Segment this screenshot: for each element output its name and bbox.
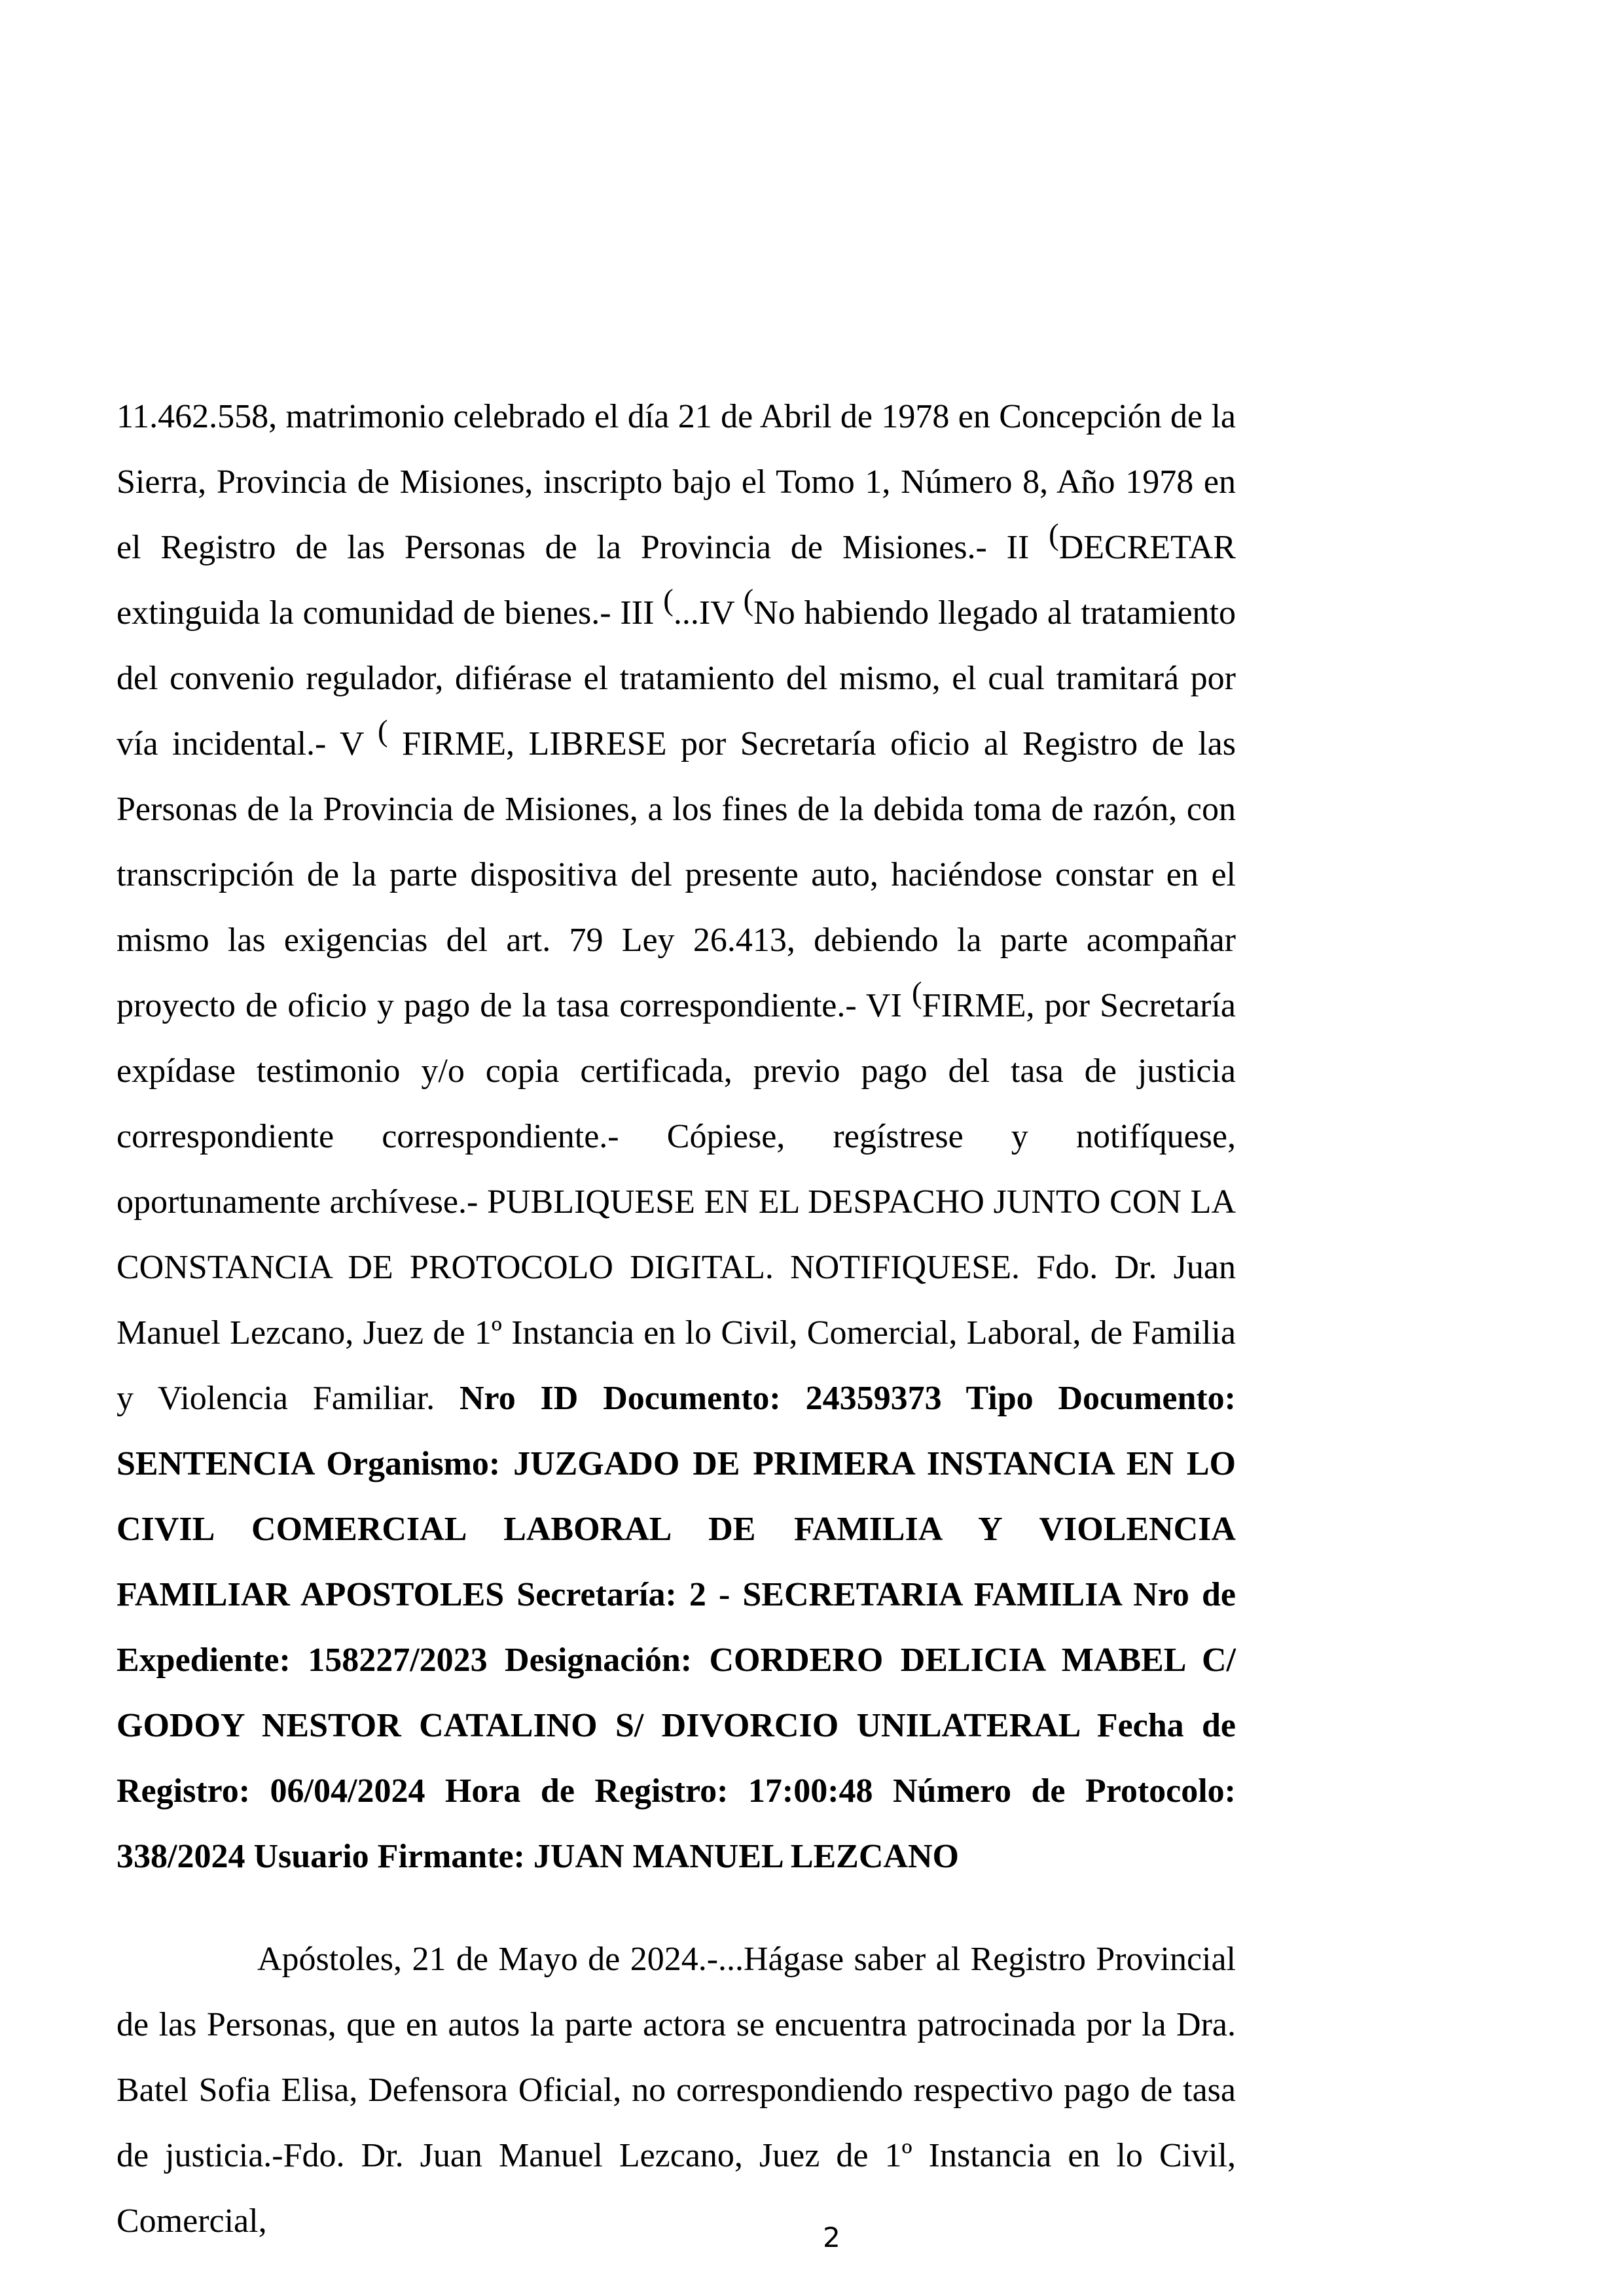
- superscript-parenthesis: (: [911, 975, 922, 1010]
- text-segment: FIRME, por Secretaría expídase testimonio y/o copia certificada, previo pago del tasa de justicia correspondiente correspondiente.- Cópiese, regístrese y notifíquese, oportunamente archívese.- PUBLIQUESE EN EL DESPACHO JUNTO CON LA CONSTANCIA DE PROTOCOLO DIGITAL. NOTIFIQUESE. Fdo. Dr. Juan Manuel Lezcano, Juez de 1º Instancia en lo Civil, Comercial, Laboral, de Familia y Violencia Familiar.: [117, 987, 1236, 1417]
- text-segment: No habiendo llegado al tratamiento del convenio regulador, difiérase el tratamiento del mismo, el cual tramitará por vía incidental.- V: [117, 594, 1236, 762]
- superscript-parenthesis: (: [663, 583, 674, 617]
- resolution-paragraph: [117, 384, 1236, 1890]
- notification-paragraph: Apóstoles, 21 de Mayo de 2024.-...Hágase saber al Registro Provincial de las Personas, que en autos la parte actora se encuentra patrocinada por la Dra. Batel Sofia Elisa, Defensora Oficial, no correspondiendo respectivo pago de tasa de justicia.-Fdo. Dr. Juan Manuel Lezcano, Juez de 1º Instancia en lo Civil, Comercial,: [117, 1941, 1236, 2240]
- document-body: [117, 384, 1236, 2254]
- text-segment: ...IV: [673, 594, 744, 632]
- text-segment: 11.462.558, matrimonio celebrado el día 21 de Abril de 1978 en Concepción de la Sierra, Provincia de Misiones, inscripto bajo el Tomo 1, Número 8, Año 1978 en el Registro de las Personas de la Provincia de Misiones.- II: [117, 398, 1236, 566]
- page-number: 2: [823, 2221, 840, 2253]
- superscript-parenthesis: (: [743, 583, 754, 617]
- digital-protocol-stamp: Nro ID Documento: 24359373 Tipo Documento: SENTENCIA Organismo: JUZGADO DE PRIMERA INSTANCIA EN LO CIVIL COMERCIAL LABORAL DE FAMILIA Y VIOLENCIA FAMILIAR APOSTOLES Secretaría: 2 - SECRETARIA FAMILIA Nro de Expediente: 158227/2023 Designación: CORDERO DELICIA MABEL C/ GODOY NESTOR CATALINO S/ DIVORCIO UNILATERAL Fecha de Registro: 06/04/2024 Hora de Registro: 17:00:48 Número de Protocolo: 338/2024 Usuario Firmante: JUAN MANUEL LEZCANO: [117, 1380, 1236, 1875]
- text-segment: FIRME, LIBRESE por Secretaría oficio al Registro de las Personas de la Provincia de Misiones, a los fines de la debida toma de razón, con transcripción de la parte dispositiva del presente auto, haciéndose constar en el mismo las exigencias del art. 79 Ley 26.413, debiendo la parte acompañar proyecto de oficio y pago de la tasa correspondiente.- VI: [117, 725, 1236, 1024]
- superscript-parenthesis: (: [378, 713, 388, 748]
- text-segment: DECRETAR extinguida la comunidad de bienes.- III: [117, 529, 1236, 632]
- superscript-parenthesis: (: [1049, 517, 1059, 552]
